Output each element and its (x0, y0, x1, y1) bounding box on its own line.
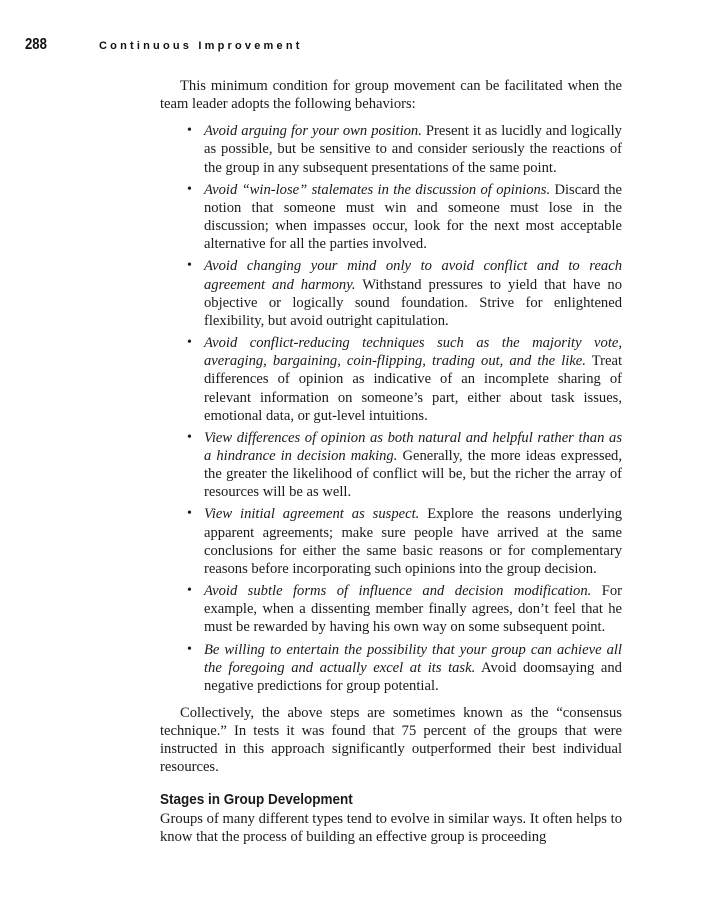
item-lead: Be willing to entertain the possibility that your group can achieve all the foregoing and actually excel at its task. (204, 641, 622, 676)
conclusion-paragraph: Collectively, the above steps are sometimes known as the “consensus technique.” In tests it was found that 75 percent of the groups that were instructed in this approach significantly outperformed their best individual resources. (160, 705, 622, 776)
item-lead: View initial agreement as suspect. (204, 506, 420, 523)
list-item (187, 257, 623, 330)
list-item (187, 334, 622, 425)
item-lead: View differences of opinion as both natural and helpful rather than as a hindrance in decision making. (204, 429, 622, 464)
list-item (187, 429, 622, 502)
behaviors-list (160, 122, 622, 695)
section-heading: Stages in Group Development (160, 790, 353, 808)
list-item (187, 122, 622, 176)
section-paragraph: Groups of many different types tend to evolve in similar ways. It often helps to know that the process of building an effective group is proceeding (160, 810, 622, 845)
bullet-icon: • (187, 506, 192, 522)
item-text: Discard the notion that someone must win and someone must lose in the discussion; when impasses occur, look for the next most acceptable alternative for all the parties involved. (204, 181, 622, 253)
bullet-icon: • (187, 583, 192, 599)
bullet-icon: • (187, 181, 192, 197)
running-head (25, 36, 303, 54)
item-text: Avoid doomsaying and negative predictions for group potential. (204, 659, 622, 694)
item-lead: Avoid conflict-reducing techniques such as the majority vote, averaging, bargaining, coin-flipping, trading out, and the like. (204, 335, 622, 370)
chapter-title: Continuous Improvement (99, 40, 303, 52)
item-lead: Avoid arguing for your own position. (204, 123, 422, 140)
item-text: Treat differences of opinion as indicative of an incomplete sharing of relevant information on someone’s part, either about task issues, emotional data, or gut-level intuitions. (204, 353, 622, 424)
intro-paragraph: This minimum condition for group movement can be facilitated when the team leader adopts the following behaviors: (160, 78, 622, 113)
item-text: For example, when a dissenting member finally agrees, don’t feel that he must be rewarded by having his own way on some subsequent point. (204, 583, 623, 636)
bullet-icon: • (187, 258, 192, 274)
bullet-icon: • (187, 429, 192, 445)
item-text: Generally, the more ideas expressed, the greater the likelihood of conflict will be, but the richer the array of resources will be as well. (204, 447, 622, 501)
list-item (187, 641, 622, 695)
body-text (160, 77, 622, 846)
item-lead: Avoid “win-lose” stalemates in the discussion of opinions. (204, 181, 551, 198)
item-text: Present it as lucidly and logically as possible, but be sensitive to and consider seriously the reactions of the group in any subsequent presentations of the same point. (204, 123, 622, 176)
item-lead: Avoid subtle forms of influence and decision modification. (204, 583, 592, 600)
list-item (187, 582, 623, 636)
list-item (187, 505, 622, 578)
item-text: Withstand pressures to yield that have no objective or logically sound foundation. Strive for enlightened flexibility, but avoid outright capitulation. (204, 276, 623, 329)
item-text: Explore the reasons underlying apparent agreements; make sure people have arrived at the same conclusions for either the same basic reasons or for complementary reasons before incorporating such opinions into the group decision. (204, 506, 622, 577)
list-item (187, 181, 622, 254)
item-lead: Avoid changing your mind only to avoid conflict and to reach agreement and harmony. (204, 258, 622, 293)
page-number: 288 (25, 36, 47, 53)
bullet-icon: • (187, 335, 192, 351)
bullet-icon: • (187, 123, 192, 139)
bullet-icon: • (187, 641, 192, 657)
